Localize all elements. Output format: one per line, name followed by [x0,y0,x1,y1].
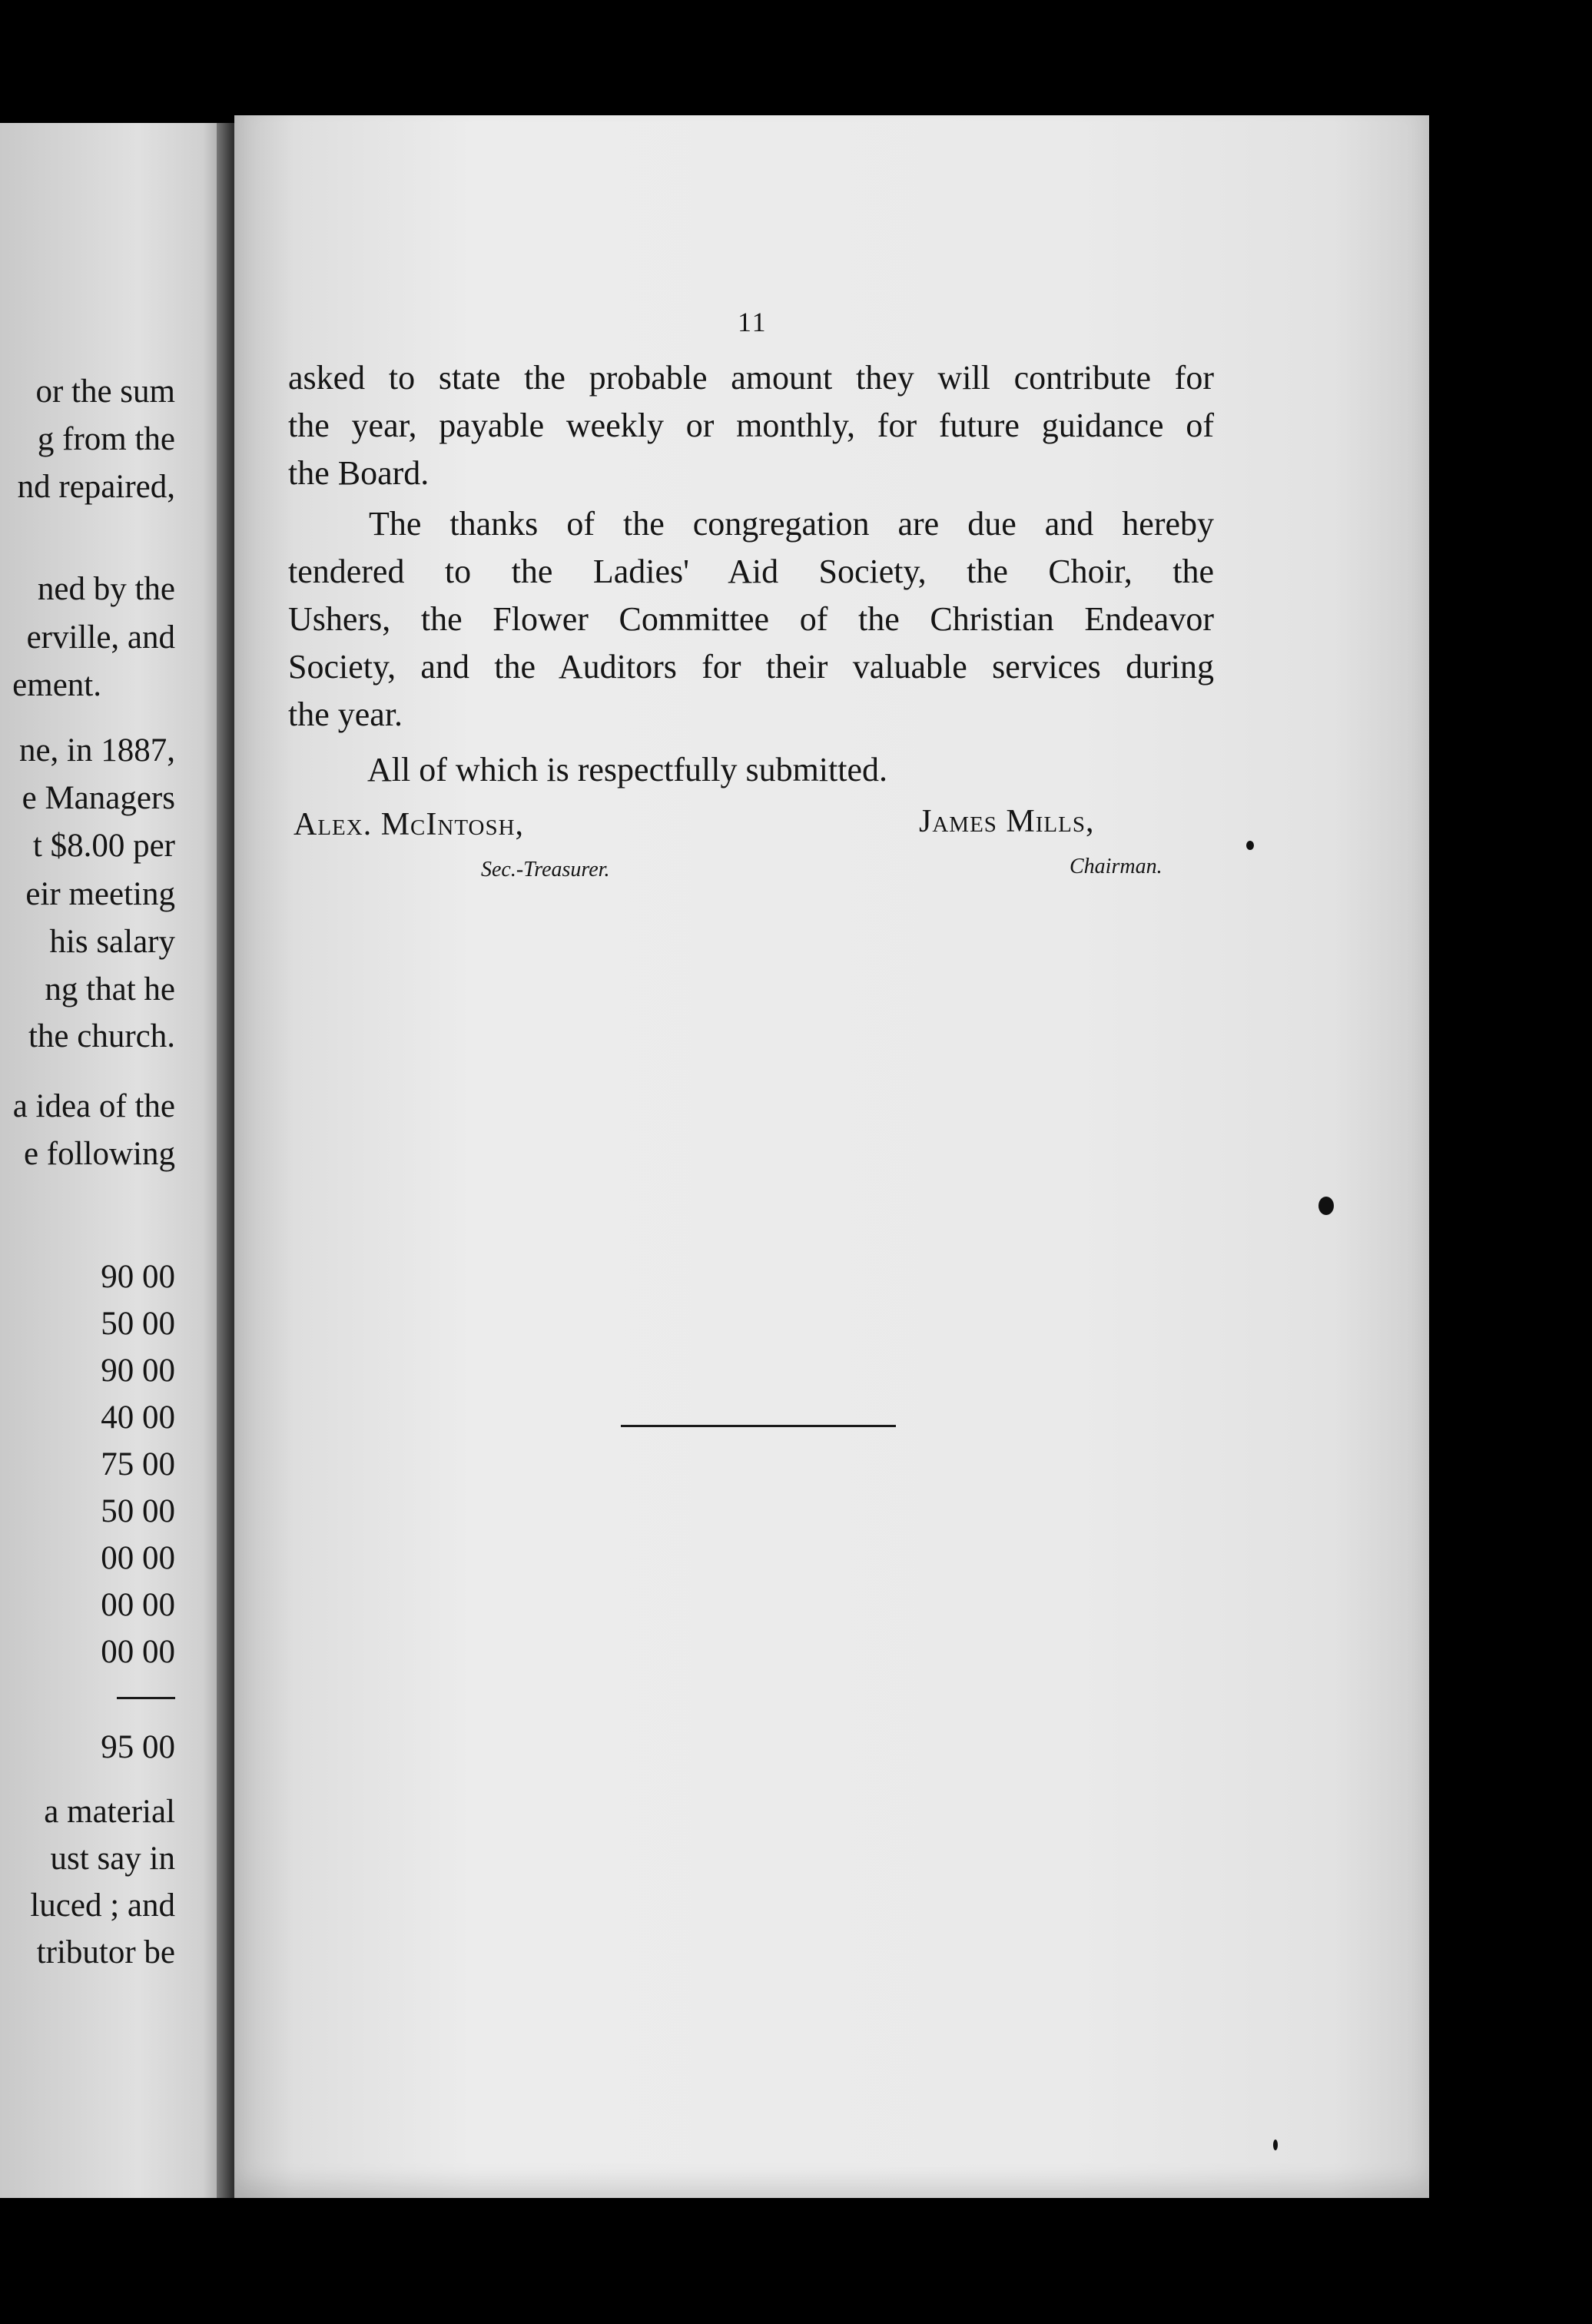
left-text-line: g from the [37,421,175,457]
body-text-line: the Board. [288,454,430,492]
body-text-line: The thanks of the congregation are due and hereby [369,505,1214,543]
amount-value: 90 00 [101,1353,175,1389]
left-text-line: eir meeting [25,876,175,912]
amount-value: 00 00 [101,1587,175,1623]
left-text-line: ust say in [50,1841,175,1877]
scan-speck [1246,841,1254,850]
body-text-line: tendered to the Ladies' Aid Society, the Choir, the [288,553,1214,590]
body-text-line: Ushers, the Flower Committee of the Christian Endeavor [288,600,1214,638]
left-text-line: ng that he [45,971,175,1008]
total-rule [117,1697,175,1699]
amount-value: 40 00 [101,1399,175,1436]
signatory-title: Sec.-Treasurer. [481,858,610,881]
left-text-line: erville, and [26,619,175,656]
amount-value: 90 00 [101,1259,175,1295]
previous-page [0,123,231,2198]
left-text-line: e Managers [22,780,175,816]
left-text-line: a material [44,1794,175,1830]
body-text-line: the year, payable weekly or monthly, for future guidance of [288,407,1214,444]
left-text-line: ne, in 1887, [18,732,175,769]
left-text-line: ned by the [37,571,175,607]
scan-speck [1318,1197,1334,1215]
left-text-line: nd repaired, [17,469,175,505]
left-text-line: tributor be [36,1934,175,1970]
page-number: 11 [738,307,768,337]
left-text-line: ement. [12,667,101,703]
amount-value: 00 00 [101,1540,175,1576]
left-text-line: the church. [28,1018,175,1054]
body-text-line: Society, and the Auditors for their valuable services during [288,648,1214,686]
section-divider [621,1425,896,1427]
left-text-line: t $8.00 per [32,828,175,864]
left-text-line: e following [23,1136,175,1172]
body-text-line: asked to state the probable amount they will contribute for [288,359,1214,397]
signatory-name: Alex. McIntosh, [294,807,525,842]
left-text-line: a idea of the [12,1088,175,1124]
left-text-line: or the sum [35,374,175,410]
scan-speck [1273,2140,1278,2150]
amount-value: 50 00 [101,1493,175,1529]
signatory-title: Chairman. [1070,855,1162,878]
left-text-line: his salary [49,924,175,960]
amount-value: 00 00 [101,1634,175,1670]
closing-line: All of which is respectfully submitted. [367,751,887,788]
body-text-line: the year. [288,696,403,733]
amount-value: 75 00 [101,1446,175,1482]
signatory-name: James Mills, [919,804,1095,839]
amount-value: 50 00 [101,1306,175,1342]
left-text-line: luced ; and [30,1887,175,1924]
amount-total: 95 00 [101,1729,175,1765]
